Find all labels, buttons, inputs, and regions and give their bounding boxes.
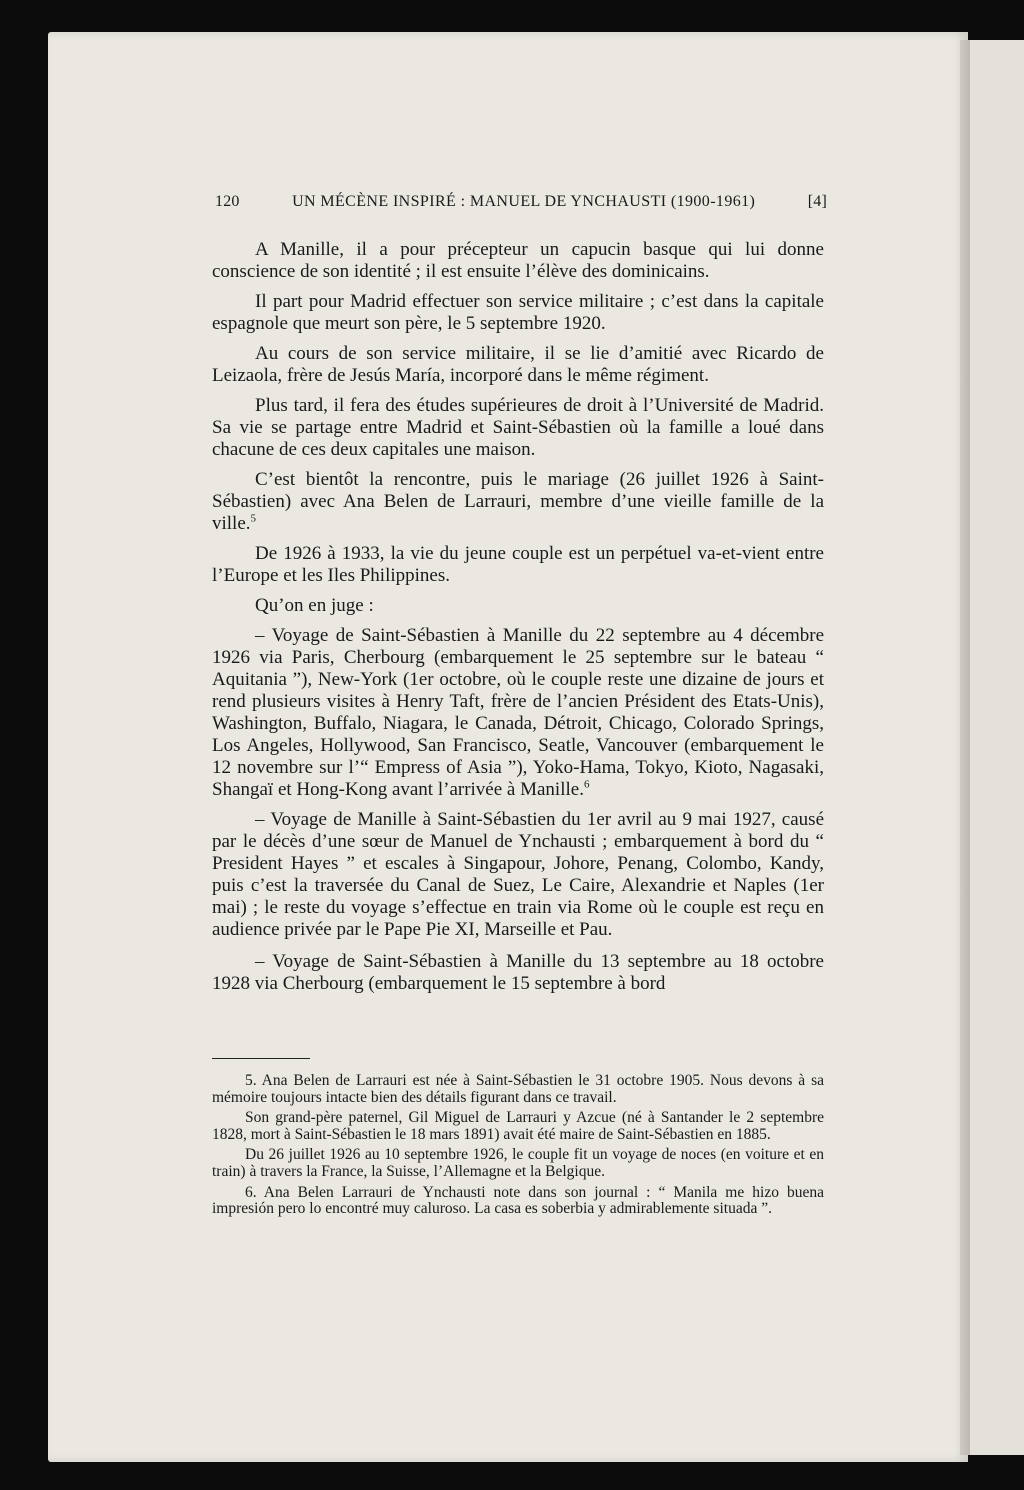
paragraph: Il part pour Madrid effectuer son service militaire ; c’est dans la capitale espagnole que meurt son père, le 5 septembre 1920. [212, 291, 824, 334]
paragraph: De 1926 à 1933, la vie du jeune couple est un perpétuel va-et-vient entre l’Europe et les Iles Philippines. [212, 543, 824, 586]
running-header [215, 193, 827, 211]
paragraph-text: C’est bientôt la rencontre, puis le mariage (26 juillet 1926 à Saint-Sébastien) avec Ana Belen de Larrauri, membre d’une vieille famille de la ville. [212, 469, 824, 534]
book-spine [960, 40, 970, 1455]
paragraph: – Voyage de Saint-Sébastien à Manille du 13 septembre au 18 octobre 1928 via Cherbourg (embarquement le 15 septembre à bord [212, 951, 824, 994]
footnote: Du 26 juillet 1926 au 10 septembre 1926, le couple fit un voyage de noces (en voiture et en train) à travers la France, la Suisse, l’Allemagne et la Belgique. [212, 1146, 824, 1180]
footnote-ref-5: 5 [250, 512, 257, 525]
footnote: Son grand-père paternel, Gil Miguel de Larrauri y Azcue (né à Santander le 2 septembre 1828, mort à Saint-Sébastien le 18 mars 1891) avait été maire de Saint-Sébastien en 1885. [212, 1109, 824, 1143]
footnote: 5. Ana Belen de Larrauri est née à Saint-Sébastien le 31 octobre 1905. Nous devons à sa mémoire toujours intacte bien des détails figurant dans ce travail. [212, 1072, 824, 1106]
footnote-ref-6: 6 [583, 778, 590, 791]
running-title: UN MÉCÈNE INSPIRÉ : MANUEL DE YNCHAUSTI (1900-1961) [292, 193, 756, 210]
facing-page-edge [970, 40, 1024, 1455]
paragraph: Qu’on en juge : [255, 595, 374, 616]
paragraph [212, 625, 824, 801]
paragraph-text: – Voyage de Saint-Sébastien à Manille du 22 septembre au 4 décembre 1926 via Paris, Cherbourg (embarquement le 25 septembre sur le bateau “ Aquitania ”), New-York (1er octobre, où le couple reste une dizaine de jours et rend plusieurs visites à Henry Taft, frère de l’ancien Président des Etats-Unis), Washington, Buffalo, Niagara, le Canada, Détroit, Chicago, Colorado Springs, Los Angeles, Hollywood, San Francisco, Seatle, Vancouver (embarquement le 12 novembre sur l’“ Empress of Asia ”), Yoko-Hama, Tokyo, Kioto, Nagasaki, Shangaï et Hong-Kong avant l’arrivée à Manille. [212, 625, 824, 800]
footnote-separator [212, 1058, 310, 1059]
paragraph: Plus tard, il fera des études supérieures de droit à l’Université de Madrid. Sa vie se partage entre Madrid et Saint-Sébastien où la famille a loué dans chacune de ces deux capitales une maison. [212, 395, 824, 460]
paragraph: Au cours de son service militaire, il se lie d’amitié avec Ricardo de Leizaola, frère de Jesús María, incorporé dans le même régiment. [212, 343, 824, 386]
footnote: 6. Ana Belen Larrauri de Ynchausti note dans son journal : “ Manila me hizo buena impresión pero lo encontré muy caluroso. La casa es soberbia y admirablemente situada ”. [212, 1183, 824, 1218]
main-text [212, 239, 824, 1005]
footnotes [212, 1073, 824, 1222]
paragraph: A Manille, il a pour précepteur un capucin basque qui lui donne conscience de son identité ; il est ensuite l’élève des dominicains. [212, 239, 824, 282]
page-number: 120 [215, 193, 240, 210]
paragraph [212, 469, 824, 535]
section-marker: [4] [807, 193, 827, 210]
paragraph: – Voyage de Manille à Saint-Sébastien du 1er avril au 9 mai 1927, causé par le décès d’une sœur de Manuel de Ynchausti ; embarquement à bord du “ President Hayes ” et escales à Singapour, Johore, Penang, Colombo, Kandy, puis c’est la traversée du Canal de Suez, Le Caire, Alexandrie et Naples (1er mai) ; le reste du voyage s’effectue en train via Rome où le couple est reçu en audience privée par le Pape Pie XI, Marseille et Pau. [212, 809, 824, 940]
